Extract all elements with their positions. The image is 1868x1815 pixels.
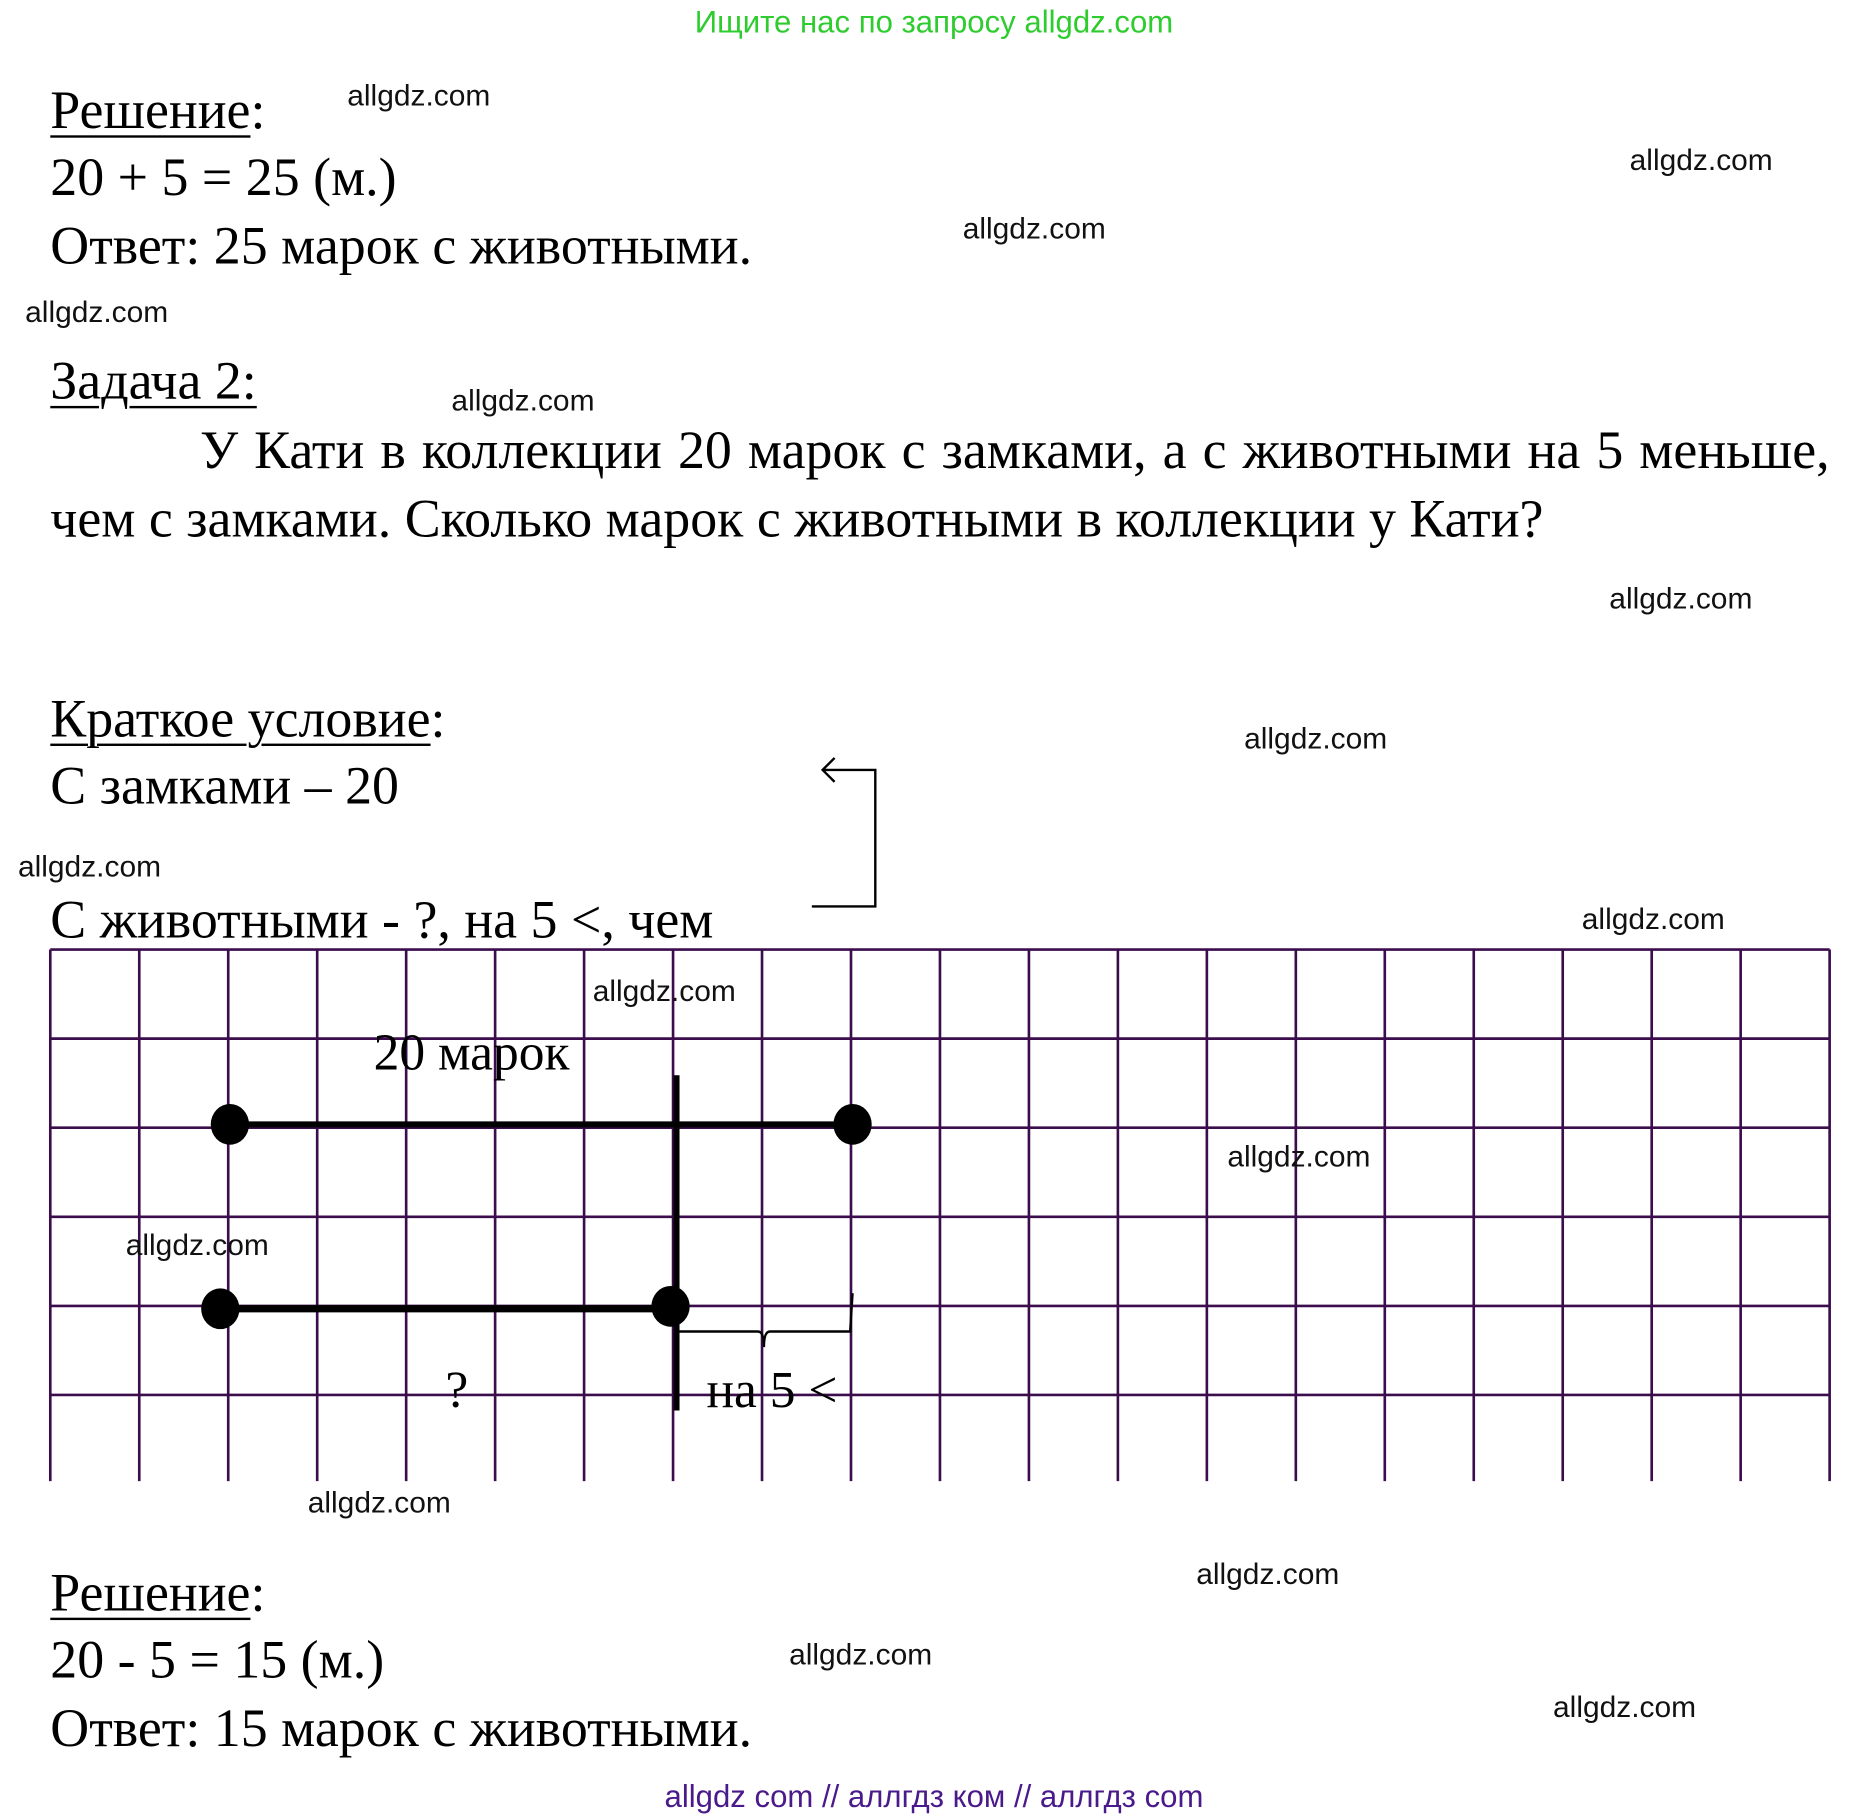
condition-line-1: С замками – 20 — [50, 755, 399, 816]
watermark: allgdz.com — [307, 1485, 451, 1520]
watermark: allgdz.com — [25, 295, 169, 330]
task2-heading: Задача 2: — [50, 350, 257, 411]
watermark: allgdz.com — [1629, 143, 1773, 178]
watermark: allgdz.com — [1553, 1690, 1697, 1725]
condition-heading-text: Краткое условие — [50, 688, 431, 749]
colon: : — [250, 1562, 266, 1623]
answer-1: Ответ: 25 марок с животными. — [50, 215, 753, 276]
task2-text: У Кати в коллекции 20 марок с замками, а с животными на 5 меньше, чем с замками. Сколько марок с животными в коллекции у Кати? — [50, 420, 1830, 549]
condition-line-2: С животными - ?, на 5 <, чем — [50, 889, 714, 950]
watermark: allgdz.com — [347, 79, 491, 113]
watermark: allgdz.com — [451, 384, 595, 418]
colon: : — [430, 688, 446, 749]
watermark: allgdz.com — [17, 850, 162, 884]
watermark: allgdz.com — [125, 1228, 269, 1263]
solution-heading-text: Решение — [50, 80, 251, 141]
segment-endpoint — [833, 1104, 871, 1145]
solution-heading-2 — [50, 1562, 266, 1623]
diagram-diff-label: на 5 < — [706, 1362, 838, 1419]
watermark: allgdz.com — [1244, 722, 1388, 756]
segment-endpoint — [211, 1104, 249, 1145]
diagram-question-label: ? — [445, 1362, 469, 1419]
watermark: allgdz.com — [1227, 1139, 1371, 1174]
segment-endpoint — [201, 1288, 239, 1329]
watermark: allgdz.com — [962, 211, 1106, 246]
watermark: allgdz.com — [1196, 1557, 1340, 1592]
diagram-top-label: 20 марок — [373, 1024, 570, 1082]
solution-heading-text: Решение — [50, 1562, 251, 1623]
watermark: allgdz.com — [592, 974, 736, 1009]
watermark: allgdz.com — [1609, 581, 1753, 616]
watermark: allgdz.com — [789, 1638, 933, 1672]
equation-2: 20 - 5 = 15 (м.) — [50, 1629, 385, 1690]
colon: : — [250, 80, 266, 141]
footer-banner[interactable]: allgdz com // аллгдз ком // аллгдз com — [664, 1778, 1204, 1815]
segment-endpoint — [651, 1286, 689, 1327]
watermark: allgdz.com — [1581, 902, 1725, 937]
equation-1: 20 + 5 = 25 (м.) — [50, 147, 397, 208]
arrow-icon — [812, 758, 875, 906]
header-banner[interactable]: Ищите нас по запросу allgdz.com — [694, 3, 1174, 40]
answer-2: Ответ: 15 марок с животными. — [50, 1697, 753, 1758]
difference-brace — [677, 1293, 853, 1347]
